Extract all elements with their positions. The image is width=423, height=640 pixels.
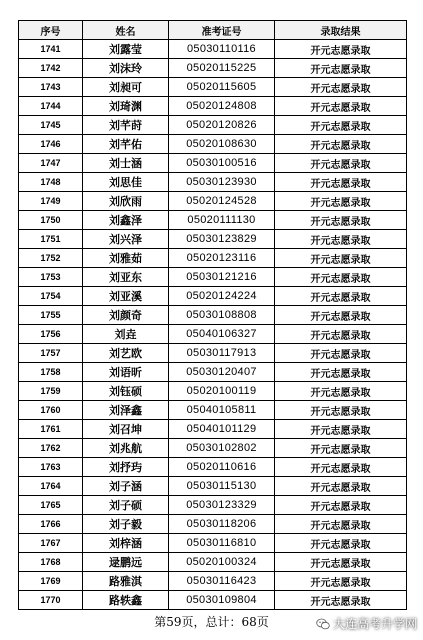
cell-serial: 1758 [19,363,83,382]
cell-result: 开元志愿录取 [275,477,407,496]
cell-result: 开元志愿录取 [275,439,407,458]
cell-name: 刘欣雨 [83,192,169,211]
cell-result: 开元志愿录取 [275,59,407,78]
cell-serial: 1760 [19,401,83,420]
cell-name: 刘语昕 [83,363,169,382]
cell-serial: 1767 [19,534,83,553]
table-row [19,382,407,401]
cell-result: 开元志愿录取 [275,382,407,401]
cell-name: 刘沫玲 [83,59,169,78]
table-row [19,97,407,116]
cell-name: 刘召坤 [83,420,169,439]
cell-serial: 1752 [19,249,83,268]
table-row [19,249,407,268]
table-row [19,515,407,534]
table-header-row [19,21,407,40]
table-row [19,78,407,97]
cell-result: 开元志愿录取 [275,287,407,306]
cell-name: 刘士涵 [83,154,169,173]
cell-serial: 1757 [19,344,83,363]
cell-serial: 1766 [19,515,83,534]
table-row [19,401,407,420]
cell-result: 开元志愿录取 [275,173,407,192]
header-serial: 序号 [19,21,83,40]
cell-result: 开元志愿录取 [275,591,407,610]
table-row [19,59,407,78]
cell-serial: 1756 [19,325,83,344]
cell-exam-number: 05020110616 [169,458,275,477]
table-row [19,173,407,192]
cell-serial: 1749 [19,192,83,211]
table-row [19,534,407,553]
table-row [19,572,407,591]
table-row [19,154,407,173]
cell-exam-number: 05020124224 [169,287,275,306]
cell-exam-number: 05020100324 [169,553,275,572]
cell-result: 开元志愿录取 [275,192,407,211]
cell-serial: 1759 [19,382,83,401]
cell-result: 开元志愿录取 [275,116,407,135]
table-row [19,40,407,59]
cell-name: 刘泽鑫 [83,401,169,420]
cell-result: 开元志愿录取 [275,268,407,287]
cell-exam-number: 05020120826 [169,116,275,135]
cell-name: 刘亚东 [83,268,169,287]
header-result: 录取结果 [275,21,407,40]
cell-serial: 1745 [19,116,83,135]
table-row [19,553,407,572]
header-exam-number: 准考证号 [169,21,275,40]
table-row [19,420,407,439]
table-row [19,325,407,344]
table-body [19,40,407,610]
cell-serial: 1744 [19,97,83,116]
cell-name: 刘兆航 [83,439,169,458]
cell-name: 刘琦渊 [83,97,169,116]
table-row [19,135,407,154]
page-footer: 第59页，总计：68页 [154,615,269,629]
cell-name: 刘露莹 [83,40,169,59]
cell-exam-number: 05020115225 [169,59,275,78]
cell-exam-number: 05030120407 [169,363,275,382]
cell-serial: 1751 [19,230,83,249]
cell-exam-number: 05030116810 [169,534,275,553]
cell-name: 刘抒玙 [83,458,169,477]
cell-name: 刘芊莳 [83,116,169,135]
cell-name: 刘思佳 [83,173,169,192]
cell-serial: 1769 [19,572,83,591]
table-row [19,306,407,325]
cell-result: 开元志愿录取 [275,496,407,515]
cell-serial: 1743 [19,78,83,97]
cell-exam-number: 05020124808 [169,97,275,116]
cell-exam-number: 05040101129 [169,420,275,439]
cell-result: 开元志愿录取 [275,230,407,249]
cell-result: 开元志愿录取 [275,344,407,363]
cell-exam-number: 05030109804 [169,591,275,610]
cell-exam-number: 05030123829 [169,230,275,249]
wechat-icon [316,617,330,631]
cell-result: 开元志愿录取 [275,458,407,477]
cell-result: 开元志愿录取 [275,154,407,173]
cell-result: 开元志愿录取 [275,553,407,572]
cell-serial: 1770 [19,591,83,610]
cell-serial: 1750 [19,211,83,230]
cell-exam-number: 05030100516 [169,154,275,173]
table-row [19,230,407,249]
cell-exam-number: 05020111130 [169,211,275,230]
cell-exam-number: 05020115605 [169,78,275,97]
cell-serial: 1764 [19,477,83,496]
cell-serial: 1742 [19,59,83,78]
cell-name: 刘颜奇 [83,306,169,325]
cell-exam-number: 05020108630 [169,135,275,154]
table-row [19,344,407,363]
cell-name: 刘昶可 [83,78,169,97]
cell-serial: 1755 [19,306,83,325]
cell-exam-number: 05030117913 [169,344,275,363]
cell-name: 刘鑫泽 [83,211,169,230]
cell-serial: 1753 [19,268,83,287]
cell-exam-number: 05030118206 [169,515,275,534]
cell-serial: 1741 [19,40,83,59]
cell-name: 刘子涵 [83,477,169,496]
cell-name: 刘梓涵 [83,534,169,553]
cell-name: 刘子硕 [83,496,169,515]
cell-exam-number: 05020123116 [169,249,275,268]
cell-serial: 1762 [19,439,83,458]
cell-name: 路雅淇 [83,572,169,591]
cell-result: 开元志愿录取 [275,211,407,230]
cell-name: 路轶鑫 [83,591,169,610]
cell-name: 刘垚 [83,325,169,344]
table-row [19,363,407,382]
cell-exam-number: 05030108808 [169,306,275,325]
cell-name: 刘钰硕 [83,382,169,401]
cell-result: 开元志愿录取 [275,78,407,97]
cell-result: 开元志愿录取 [275,306,407,325]
watermark-text: 大连高考升学网 [332,617,417,631]
cell-name: 刘子毅 [83,515,169,534]
cell-name: 逯鹏远 [83,553,169,572]
table-row [19,287,407,306]
cell-serial: 1748 [19,173,83,192]
cell-result: 开元志愿录取 [275,420,407,439]
cell-result: 开元志愿录取 [275,572,407,591]
table-row [19,116,407,135]
cell-exam-number: 05020124528 [169,192,275,211]
table-row [19,496,407,515]
table-row [19,591,407,610]
cell-result: 开元志愿录取 [275,249,407,268]
cell-name: 刘亚溪 [83,287,169,306]
cell-name: 刘艺欧 [83,344,169,363]
cell-serial: 1765 [19,496,83,515]
cell-serial: 1746 [19,135,83,154]
cell-name: 刘雅茹 [83,249,169,268]
cell-exam-number: 05040106327 [169,325,275,344]
header-name: 姓名 [83,21,169,40]
cell-result: 开元志愿录取 [275,97,407,116]
table-row [19,458,407,477]
cell-exam-number: 05030110116 [169,40,275,59]
cell-exam-number: 05030123329 [169,496,275,515]
table-row [19,211,407,230]
table-row [19,268,407,287]
cell-exam-number: 05030123930 [169,173,275,192]
cell-result: 开元志愿录取 [275,40,407,59]
cell-result: 开元志愿录取 [275,363,407,382]
admission-table [18,20,407,610]
cell-exam-number: 05030102802 [169,439,275,458]
table-row [19,477,407,496]
cell-result: 开元志愿录取 [275,135,407,154]
cell-result: 开元志愿录取 [275,401,407,420]
cell-result: 开元志愿录取 [275,325,407,344]
cell-serial: 1747 [19,154,83,173]
table-row [19,192,407,211]
cell-exam-number: 05030115130 [169,477,275,496]
cell-name: 刘芊佑 [83,135,169,154]
cell-serial: 1754 [19,287,83,306]
cell-serial: 1763 [19,458,83,477]
watermark [316,615,417,632]
admission-sheet [18,20,407,610]
cell-exam-number: 05030116423 [169,572,275,591]
cell-result: 开元志愿录取 [275,515,407,534]
cell-serial: 1768 [19,553,83,572]
cell-name: 刘兴泽 [83,230,169,249]
cell-exam-number: 05040105811 [169,401,275,420]
cell-exam-number: 05030121216 [169,268,275,287]
table-row [19,439,407,458]
cell-result: 开元志愿录取 [275,534,407,553]
cell-serial: 1761 [19,420,83,439]
cell-exam-number: 05020100119 [169,382,275,401]
